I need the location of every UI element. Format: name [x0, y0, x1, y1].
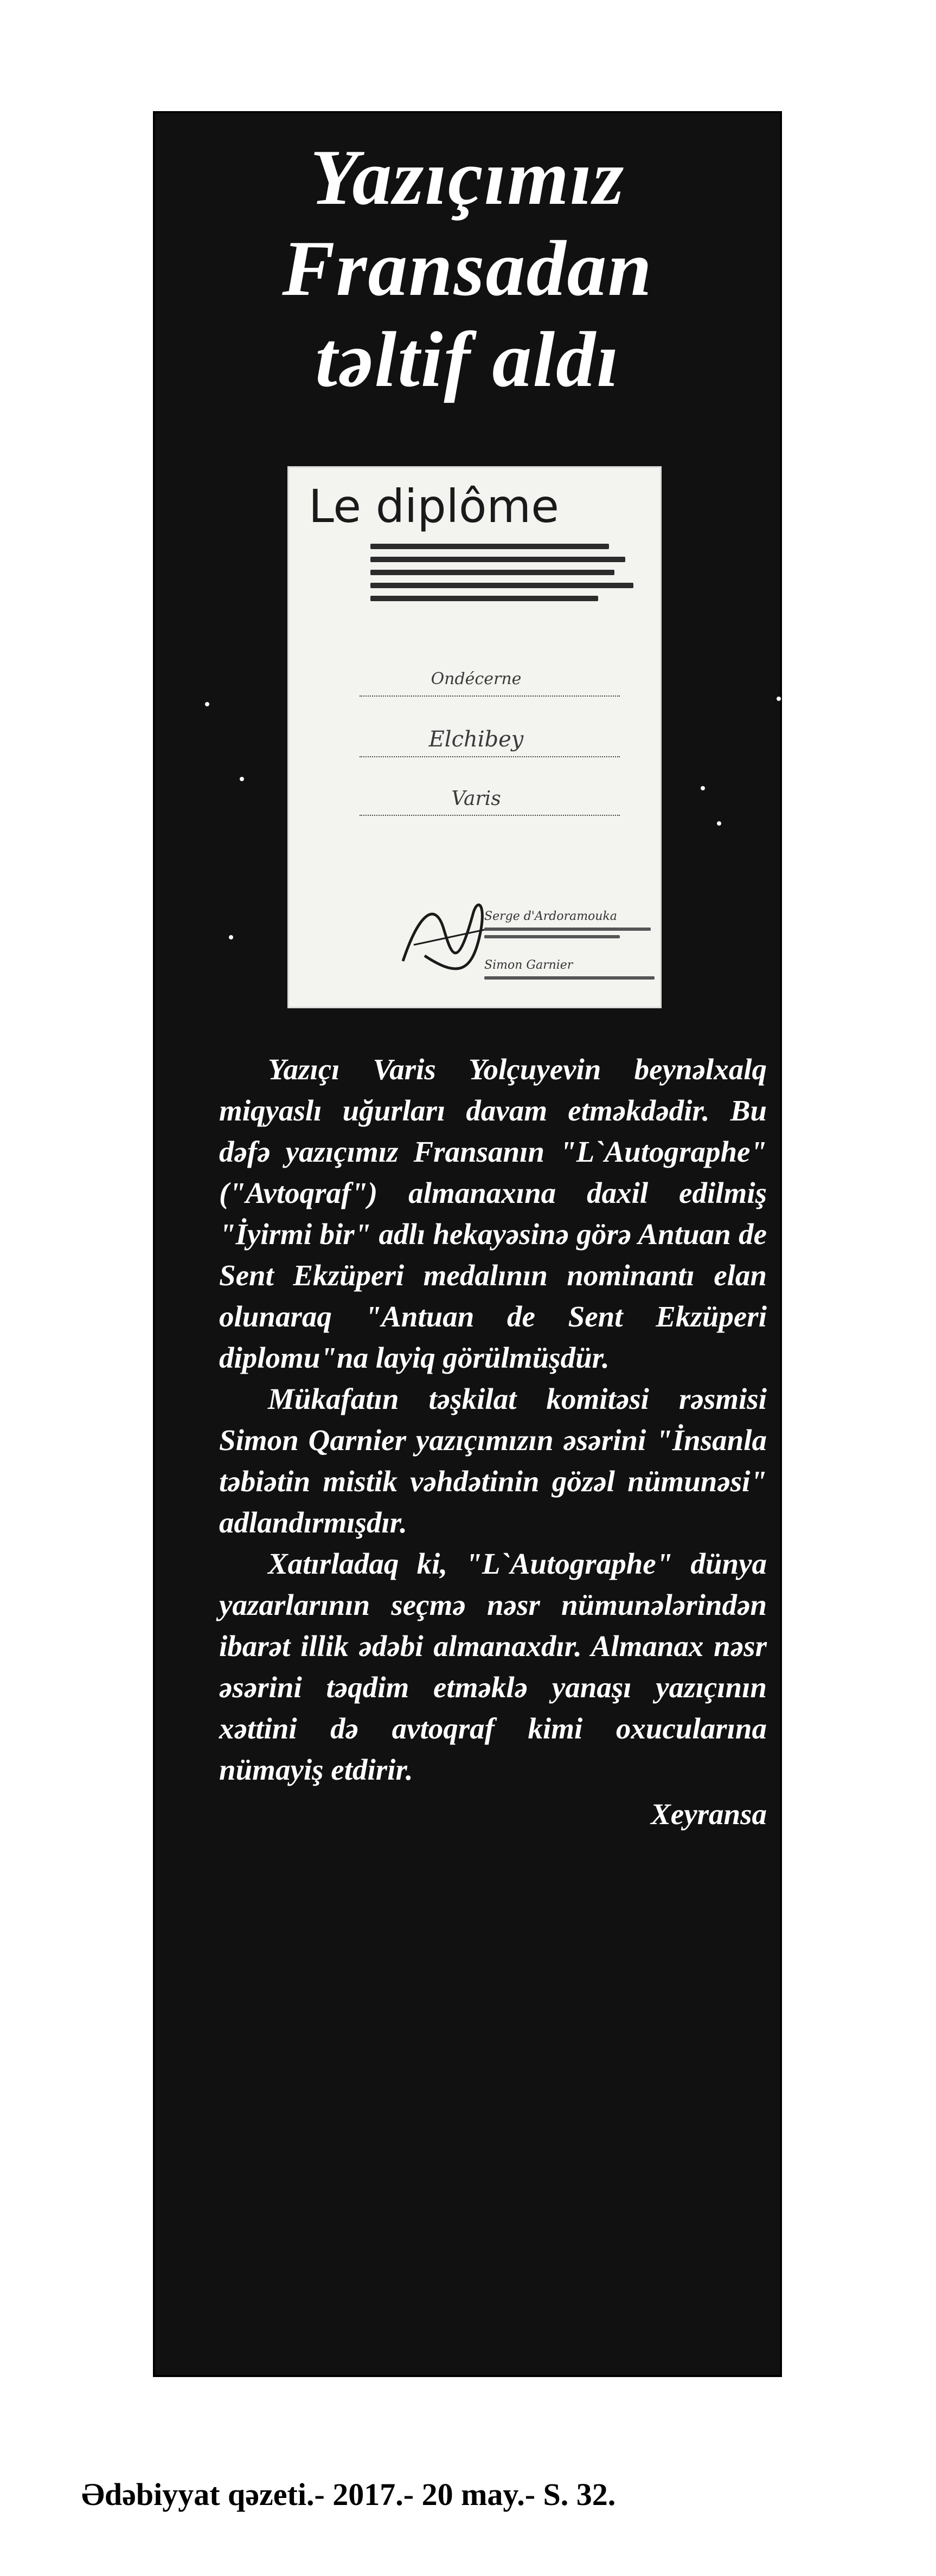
headline-line-1: Yazıçımız: [310, 133, 625, 221]
article-body: [219, 1049, 767, 1835]
diploma-dotted-line: [360, 756, 620, 757]
headline-line-2: Fransadan: [282, 224, 653, 312]
print-speck: [717, 821, 721, 826]
signature-block-first: [484, 910, 658, 938]
diploma-body-text: [370, 544, 642, 609]
diploma-field-name: Varis: [451, 788, 501, 810]
diploma-field-awarded: Ondécerne: [431, 669, 522, 688]
diploma-photo: [287, 466, 662, 1008]
print-speck: [205, 702, 209, 706]
article-byline: Xeyransa: [651, 1798, 767, 1831]
headline-line-3: təltif aldı: [315, 315, 620, 403]
diploma-dotted-line: [360, 815, 620, 816]
diploma-title: Le diplôme: [309, 480, 559, 533]
signature-name-second: Simon Garnier: [484, 958, 573, 972]
headline: [153, 132, 782, 405]
print-speck: [240, 777, 244, 781]
diploma-dotted-line: [360, 695, 620, 697]
print-speck: [229, 935, 233, 939]
signature-block-second: [484, 958, 658, 980]
article-paragraph-2: Mükafatın təşkilat komitəsi rəsmisi Simon Qarnier yazıçımızın əsərini "İnsanla təbiətin mistik vəhdətinin gözəl nümunəsi" adlandırmışdır.: [219, 1382, 767, 1539]
print-speck: [701, 786, 705, 790]
print-speck: [777, 697, 781, 701]
article-paragraph-3: Xatırladaq ki, "L`Autographe" dünya yazarlarının seçmə nəsr nümunələrindən ibarət illik ədəbi almanaxdır. Almanax nəsr əsərini təqdim etməklə yanaşı yazıçının xəttini də avtoqraf kimi oxucularına nümayiş etdirir.: [219, 1547, 767, 1786]
source-citation: Ədəbiyyat qəzeti.- 2017.- 20 may.- S. 32.: [81, 2477, 616, 2512]
diploma-field-surname: Elchibey: [428, 727, 524, 752]
newspaper-clipping: [153, 111, 782, 2377]
article-paragraph-1: Yazıçı Varis Yolçuyevin beynəlxalq miqyaslı uğurları davam etməkdədir. Bu dəfə yazıçımız Fransanın "L`Autographe" ("Avtoqraf") almanaxına daxil edilmiş "İyirmi bir" adlı hekayəsinə görə Antuan de Sent Ekzüperi medalının nominantı elan olunaraq "Antuan de Sent Ekzüperi diplomu"na layiq görülmüşdür.: [219, 1053, 767, 1374]
signature-name-first: Serge d'Ardoramouka: [484, 910, 617, 923]
